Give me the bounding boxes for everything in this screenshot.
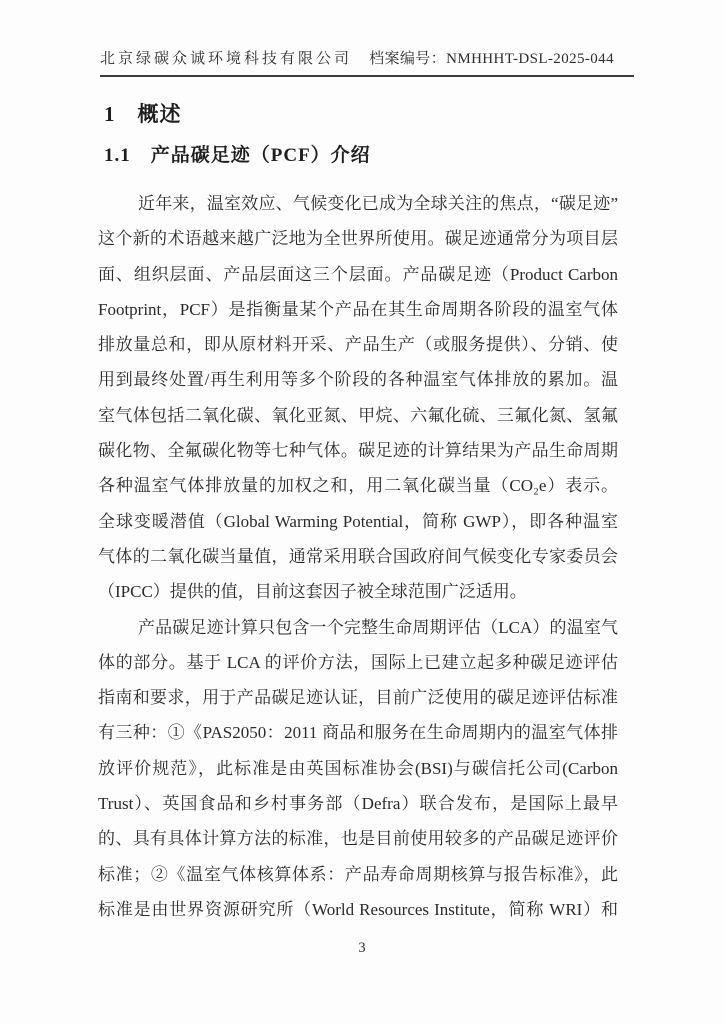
- text-line: 有三种：①《PAS2050：2011 商品和服务在生命周期内的温室气体排: [98, 723, 618, 743]
- page-header: [100, 0, 634, 77]
- subsection-heading: 1.1 产品碳足迹（PCF）介绍: [104, 145, 371, 166]
- page-footer: [0, 940, 724, 957]
- text-line: 排放量总和，即从原材料开采、产品生产（或服务提供）、分销、使: [98, 335, 618, 355]
- text-line: 气体的二氧化碳当量值，通常采用联合国政府间气候变化专家委员会: [98, 546, 618, 566]
- text-line: 室气体包括二氧化碳、氧化亚氮、甲烷、六氟化硫、三氟化氮、氢氟: [98, 405, 618, 425]
- text-line: 标准；②《温室气体核算体系：产品寿命周期核算与报告标准》，此: [98, 864, 618, 884]
- text-line: 各种温室气体排放量的加权之和，用二氧化碳当量（CO₂e）表示。: [98, 476, 618, 496]
- text-line: 标准是由世界资源研究所（World Resources Institute，简称 WRI）和: [98, 899, 618, 919]
- text-line: 近年来，温室效应、气候变化已成为全球关注的焦点，“碳足迹”: [138, 194, 618, 213]
- text-line: 的、具有具体计算方法的标准，也是目前使用较多的产品碳足迹评价: [98, 829, 618, 849]
- header-doc-code: 档案编号：NMHHHT-DSL-2025-044: [369, 51, 614, 67]
- text-line: 碳化物、全氟碳化物等七种气体。碳足迹的计算结果为产品生命周期: [98, 441, 618, 461]
- text-line: 用到最终处置/再生利用等多个阶段的各种温室气体排放的累加。温: [98, 370, 618, 390]
- header-company-name: 北京绿碳众诚环境科技有限公司: [100, 51, 353, 67]
- text-line: 全球变暖潜值（Global Warming Potential，简称 GWP），即各种温室: [98, 511, 618, 531]
- paragraph-2: [98, 610, 618, 928]
- text-line: 产品碳足迹计算只包含一个完整生命周期评估（LCA）的温室气: [138, 617, 618, 637]
- text-line: 指南和要求，用于产品碳足迹认证，目前广泛使用的碳足迹评估标准: [98, 688, 618, 708]
- text-line: Footprint，PCF）是指衡量某个产品在其生命周期各阶段的温室气体: [98, 299, 618, 319]
- text-line: 面、组织层面、产品层面这三个层面。产品碳足迹（Product Carbon: [98, 264, 618, 284]
- text-line: 这个新的术语越来越广泛地为全世界所使用。碳足迹通常分为项目层: [98, 229, 618, 249]
- page-number: 3: [358, 940, 366, 956]
- text-line: （IPCC）提供的值，目前这套因子被全球范围广泛适用。: [98, 582, 527, 602]
- section-heading: 1 概述: [104, 102, 182, 126]
- paragraph-1: [98, 186, 618, 610]
- document-body: [98, 103, 618, 927]
- text-line: 体的部分。基于 LCA 的评价方法，国际上已建立起多种碳足迹评估: [98, 652, 618, 672]
- text-line: Trust）、英国食品和乡村事务部（Defra）联合发布，是国际上最早: [98, 794, 618, 814]
- text-line: 放评价规范》，此标准是由英国标准协会(BSI)与碳信托公司(Carbon: [98, 758, 618, 778]
